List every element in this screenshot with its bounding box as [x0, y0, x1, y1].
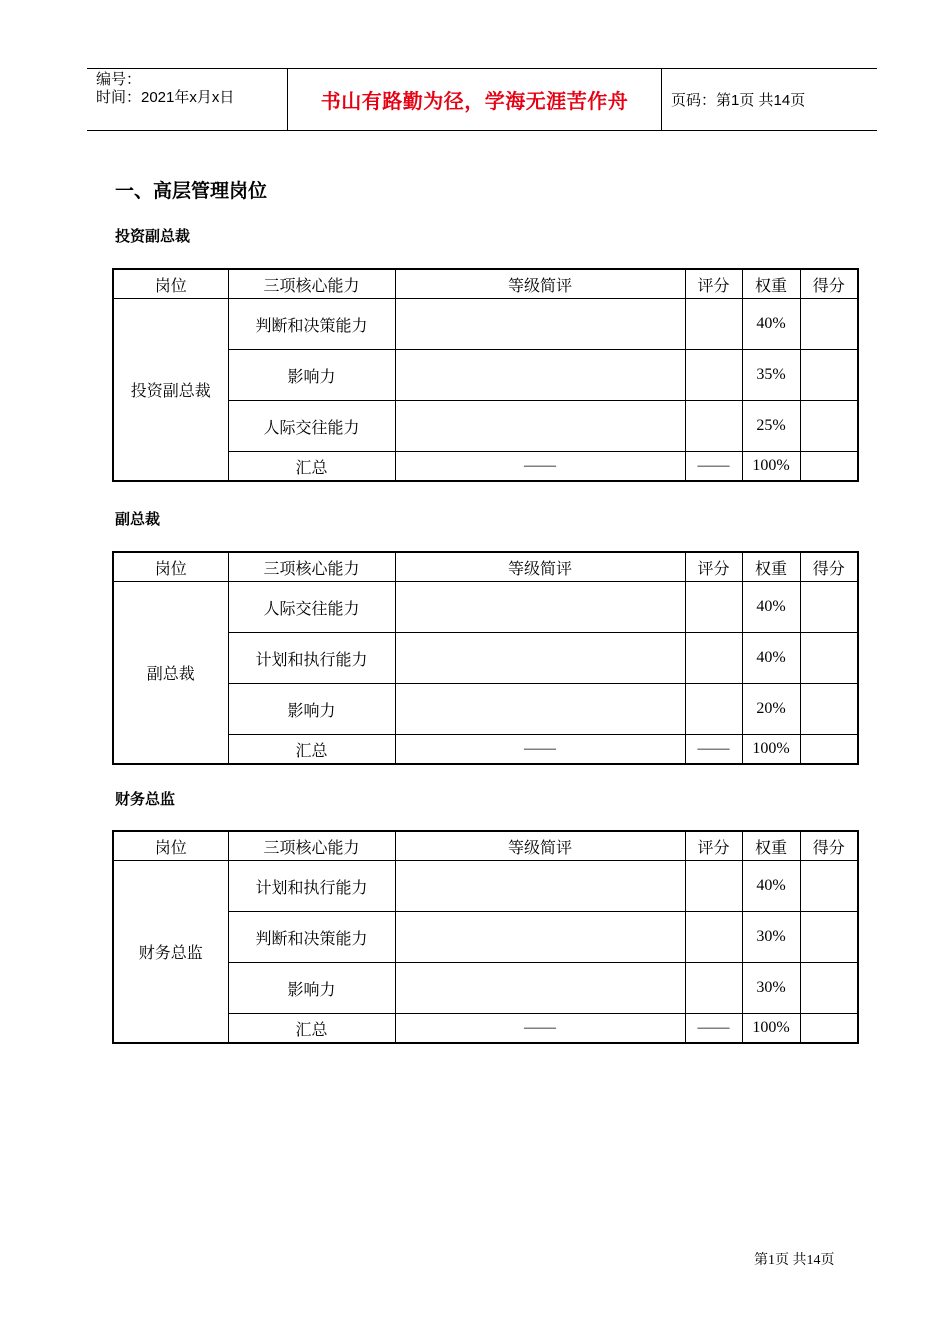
post-cell: 投资副总裁 — [113, 299, 228, 482]
ability-cell: 影响力 — [228, 350, 395, 401]
ability-cell: 计划和执行能力 — [228, 861, 395, 912]
weight-cell: 30% — [742, 963, 800, 1014]
summary-grade: —— — [395, 735, 685, 765]
col-header-weight: 权重 — [742, 831, 800, 861]
col-header-result: 得分 — [800, 552, 858, 582]
summary-weight: 100% — [742, 1014, 800, 1044]
header-page-info: 页码：第1页 共14页 — [671, 92, 806, 109]
summary-result[interactable] — [800, 452, 858, 482]
col-header-result: 得分 — [800, 269, 858, 299]
ability-cell: 人际交往能力 — [228, 401, 395, 452]
col-header-grade: 等级简评 — [395, 831, 685, 861]
col-header-result: 得分 — [800, 831, 858, 861]
grade-cell[interactable] — [395, 401, 685, 452]
result-cell[interactable] — [800, 401, 858, 452]
page-footer: 第1页 共14页 — [754, 1253, 835, 1268]
header-motto: 书山有路勤为径，学海无涯苦作舟 — [288, 69, 662, 130]
assessment-table-2 — [112, 551, 859, 765]
ability-cell: 判断和决策能力 — [228, 299, 395, 350]
grade-cell[interactable] — [395, 912, 685, 963]
summary-weight: 100% — [742, 735, 800, 765]
score-cell[interactable] — [685, 401, 742, 452]
result-cell[interactable] — [800, 963, 858, 1014]
post-cell: 副总裁 — [113, 582, 228, 765]
summary-score: —— — [685, 735, 742, 765]
weight-cell: 20% — [742, 684, 800, 735]
summary-result[interactable] — [800, 735, 858, 765]
table-row — [113, 582, 858, 633]
table-header-row — [113, 269, 858, 299]
summary-grade: —— — [395, 1014, 685, 1044]
table-header-row — [113, 552, 858, 582]
summary-label: 汇总 — [228, 735, 395, 765]
col-header-weight: 权重 — [742, 269, 800, 299]
ability-cell: 判断和决策能力 — [228, 912, 395, 963]
grade-cell[interactable] — [395, 861, 685, 912]
score-cell[interactable] — [685, 350, 742, 401]
score-cell[interactable] — [685, 963, 742, 1014]
col-header-post: 岗位 — [113, 831, 228, 861]
col-header-post: 岗位 — [113, 552, 228, 582]
weight-cell: 40% — [742, 582, 800, 633]
result-cell[interactable] — [800, 350, 858, 401]
header-meta — [87, 69, 288, 130]
score-cell[interactable] — [685, 633, 742, 684]
ability-cell: 计划和执行能力 — [228, 633, 395, 684]
col-header-ability: 三项核心能力 — [228, 552, 395, 582]
post-cell: 财务总监 — [113, 861, 228, 1044]
grade-cell[interactable] — [395, 633, 685, 684]
grade-cell[interactable] — [395, 299, 685, 350]
result-cell[interactable] — [800, 633, 858, 684]
summary-grade: —— — [395, 452, 685, 482]
section-title: 一、高层管理岗位 — [115, 181, 268, 202]
time-label: 时间：2021年x月x日 — [96, 89, 235, 106]
summary-label: 汇总 — [228, 452, 395, 482]
summary-label: 汇总 — [228, 1014, 395, 1044]
summary-score: —— — [685, 452, 742, 482]
score-cell[interactable] — [685, 582, 742, 633]
table-title-2: 副总裁 — [115, 511, 161, 528]
table-row — [113, 299, 858, 350]
weight-cell: 35% — [742, 350, 800, 401]
ability-cell: 人际交往能力 — [228, 582, 395, 633]
result-cell[interactable] — [800, 299, 858, 350]
result-cell[interactable] — [800, 861, 858, 912]
ability-cell: 影响力 — [228, 963, 395, 1014]
weight-cell: 25% — [742, 401, 800, 452]
table-row — [113, 861, 858, 912]
weight-cell: 40% — [742, 299, 800, 350]
summary-weight: 100% — [742, 452, 800, 482]
score-cell[interactable] — [685, 861, 742, 912]
table-title-3: 财务总监 — [115, 791, 176, 808]
ability-cell: 影响力 — [228, 684, 395, 735]
grade-cell[interactable] — [395, 963, 685, 1014]
col-header-score: 评分 — [685, 552, 742, 582]
page-header — [87, 68, 877, 131]
grade-cell[interactable] — [395, 350, 685, 401]
col-header-weight: 权重 — [742, 552, 800, 582]
col-header-score: 评分 — [685, 831, 742, 861]
result-cell[interactable] — [800, 684, 858, 735]
assessment-table-3 — [112, 830, 859, 1044]
col-header-ability: 三项核心能力 — [228, 269, 395, 299]
table-header-row — [113, 831, 858, 861]
col-header-ability: 三项核心能力 — [228, 831, 395, 861]
table-title-1: 投资副总裁 — [115, 228, 191, 245]
grade-cell[interactable] — [395, 684, 685, 735]
col-header-grade: 等级简评 — [395, 269, 685, 299]
summary-result[interactable] — [800, 1014, 858, 1044]
score-cell[interactable] — [685, 684, 742, 735]
assessment-table-1 — [112, 268, 859, 482]
summary-score: —— — [685, 1014, 742, 1044]
score-cell[interactable] — [685, 299, 742, 350]
col-header-post: 岗位 — [113, 269, 228, 299]
score-cell[interactable] — [685, 912, 742, 963]
weight-cell: 40% — [742, 861, 800, 912]
col-header-score: 评分 — [685, 269, 742, 299]
col-header-grade: 等级简评 — [395, 552, 685, 582]
weight-cell: 30% — [742, 912, 800, 963]
result-cell[interactable] — [800, 912, 858, 963]
number-label: 编号： — [96, 71, 142, 88]
result-cell[interactable] — [800, 582, 858, 633]
grade-cell[interactable] — [395, 582, 685, 633]
weight-cell: 40% — [742, 633, 800, 684]
